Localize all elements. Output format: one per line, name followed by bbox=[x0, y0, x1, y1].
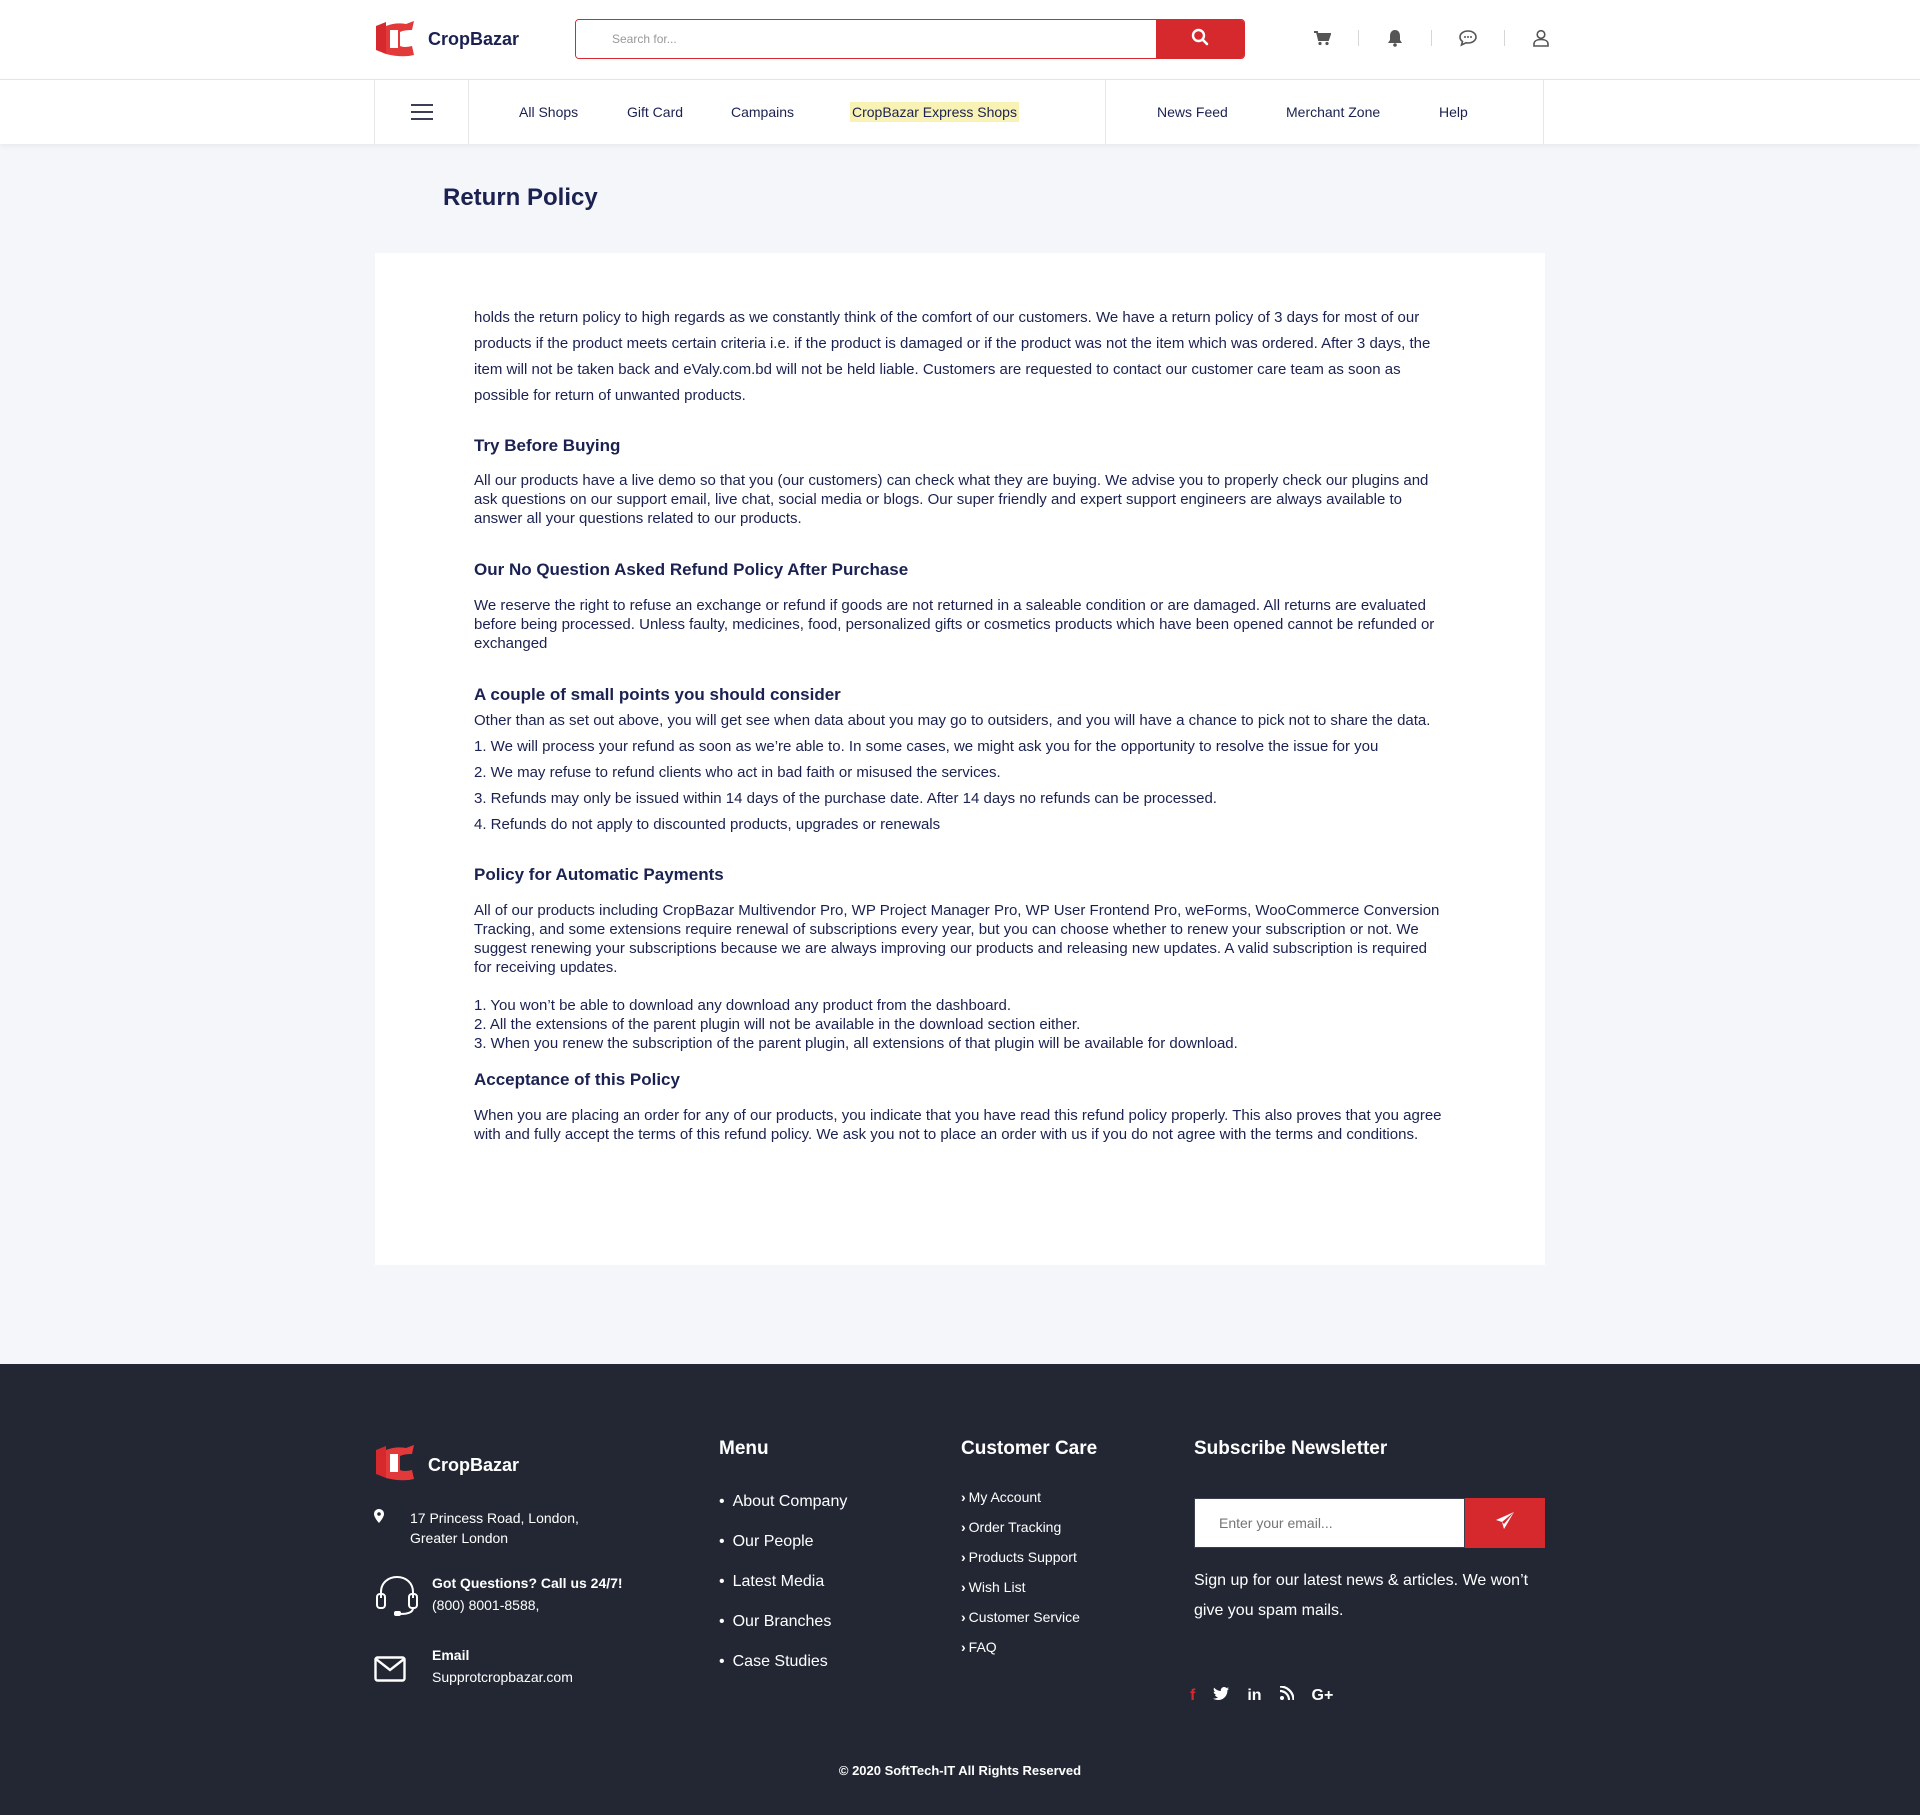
brand-logo-icon bbox=[374, 20, 416, 58]
customer-care-list bbox=[961, 1482, 1080, 1662]
list-item: 1. You won’t be able to download any download any product from the dashboard. bbox=[474, 997, 1012, 1014]
care-link[interactable]: › My Account bbox=[961, 1482, 1080, 1512]
nav-link-help[interactable]: Help bbox=[1439, 104, 1468, 120]
nav-link-express-shops-label: CropBazar Express Shops bbox=[852, 104, 1017, 120]
footer-menu bbox=[719, 1482, 847, 1682]
nav-link-merchant-zone[interactable]: Merchant Zone bbox=[1286, 104, 1381, 120]
top-header bbox=[0, 0, 1920, 80]
header-actions bbox=[1310, 26, 1553, 50]
policy-content bbox=[474, 305, 1444, 1144]
email-title: Email bbox=[432, 1647, 470, 1663]
nav-link-campains[interactable]: Campains bbox=[731, 104, 795, 120]
payments-list bbox=[474, 996, 1444, 1053]
list-item: 2. We may refuse to refund clients who act in bad faith or misused the services. bbox=[474, 764, 1001, 781]
hamburger-icon[interactable] bbox=[375, 80, 469, 144]
linkedin-icon[interactable]: in bbox=[1247, 1686, 1262, 1704]
main-navigation bbox=[0, 80, 1920, 144]
nav-divider bbox=[1105, 80, 1106, 144]
nav-link-express-shops[interactable] bbox=[850, 80, 1019, 144]
footer-menu-item[interactable]: • Our People bbox=[719, 1522, 847, 1562]
bell-icon[interactable] bbox=[1383, 26, 1407, 50]
list-item: 3. When you renew the subscription of the parent plugin, all extensions of that plugin will be available for download. bbox=[474, 1035, 1238, 1052]
newsletter-title: Subscribe Newsletter bbox=[1194, 1438, 1388, 1459]
social-links bbox=[1190, 1686, 1333, 1705]
cart-icon[interactable] bbox=[1310, 26, 1334, 50]
section-heading: Acceptance of this Policy bbox=[474, 1070, 680, 1089]
nav-link-news-feed[interactable]: News Feed bbox=[1157, 104, 1228, 120]
list-item: 1. We will process your refund as soon as we’re able to. In some cases, we might ask you for the opportunity to resolve the issue for you bbox=[474, 738, 1379, 755]
nav-link-all-shops[interactable]: All Shops bbox=[519, 104, 579, 120]
section-heading: Try Before Buying bbox=[474, 436, 621, 455]
care-link[interactable]: › Products Support bbox=[961, 1542, 1080, 1572]
care-link[interactable]: › Wish List bbox=[961, 1572, 1080, 1602]
footer-menu-item[interactable]: • Case Studies bbox=[719, 1642, 847, 1682]
phone-number[interactable]: (800) 8001-8588, bbox=[432, 1597, 540, 1613]
list-item: 2. All the extensions of the parent plugin will not be available in the download section either. bbox=[474, 1016, 1081, 1033]
footer-menu-item[interactable]: • About Company bbox=[719, 1482, 847, 1522]
paper-plane-icon bbox=[1495, 1511, 1515, 1536]
search-input[interactable] bbox=[576, 20, 1156, 58]
headset-icon bbox=[374, 1572, 420, 1623]
address-line: 17 Princess Road, London, bbox=[410, 1510, 579, 1526]
section-heading: Policy for Automatic Payments bbox=[474, 865, 724, 884]
section-text: All of our products including CropBazar Multivendor Pro, WP Project Manager Pro, WP User Frontend Pro, weForms, WooCommerce Conversion Tracking, and some extensions require renewal of subscriptions every year, but you can choose whether to renew your subscription or not. We suggest renewing your subscriptions because we are always improving our products and releasing new updates. A valid subscription is required for receiving updates. bbox=[474, 902, 1440, 976]
search-bar bbox=[575, 19, 1245, 59]
search-icon bbox=[1191, 28, 1209, 51]
mail-icon bbox=[374, 1644, 420, 1688]
list-item: 3. Refunds may only be issued within 14 days of the purchase date. After 14 days no refunds can be processed. bbox=[474, 790, 1217, 807]
footer bbox=[0, 1364, 1920, 1815]
section-text: When you are placing an order for any of our products, you indicate that you have read this refund policy properly. This also proves that you agree with and fully accept the terms of this refund policy. We ask you not to place an order with us if you do not agree with the terms and conditions. bbox=[474, 1107, 1442, 1143]
divider bbox=[1431, 30, 1432, 46]
list-item: 4. Refunds do not apply to discounted products, upgrades or renewals bbox=[474, 816, 941, 833]
care-link[interactable]: › FAQ bbox=[961, 1632, 1080, 1662]
twitter-icon[interactable] bbox=[1213, 1687, 1229, 1705]
facebook-icon[interactable]: f bbox=[1190, 1686, 1196, 1704]
email-address[interactable]: Supprotcropbazar.com bbox=[432, 1669, 573, 1685]
brand-name: CropBazar bbox=[428, 28, 520, 49]
section-text: We reserve the right to refuse an exchange or refund if goods are not returned in a saleable condition or are damaged. All returns are evaluated before being processed. Unless faulty, medicines, food, personalized gifts or cosmetics products which have been opened cannot be refunded or exchanged bbox=[474, 597, 1435, 652]
divider bbox=[1358, 30, 1359, 46]
nav-container bbox=[374, 80, 1544, 144]
policy-card bbox=[375, 253, 1545, 1265]
section-text: All our products have a live demo so that you (our customers) can check what they are buying. We advise you to properly check our plugins and ask questions on our support email, live chat, social media or blogs. Our super friendly and expert support engineers are always available to answer all your questions related to our products. bbox=[474, 472, 1429, 527]
section-heading: A couple of small points you should consider bbox=[474, 685, 841, 704]
newsletter-text: Sign up for our latest news & articles. We won’t give you spam mails. bbox=[1194, 1572, 1529, 1619]
footer-brand-name: CropBazar bbox=[428, 1455, 520, 1475]
nav-link-gift-card[interactable]: Gift Card bbox=[627, 104, 684, 120]
phone-title: Got Questions? Call us 24/7! bbox=[432, 1575, 623, 1591]
search-button[interactable] bbox=[1156, 20, 1244, 58]
address-line: Greater London bbox=[410, 1530, 509, 1546]
newsletter-submit-button[interactable] bbox=[1465, 1498, 1545, 1548]
footer-menu-item[interactable]: • Our Branches bbox=[719, 1602, 847, 1642]
footer-address bbox=[374, 1508, 579, 1548]
section-heading: Our No Question Asked Refund Policy After Purchase bbox=[474, 560, 909, 579]
page-title: Return Policy bbox=[443, 184, 598, 211]
map-pin-icon bbox=[374, 1508, 384, 1548]
copyright-text: © 2020 SoftTech-IT All Rights Reserved bbox=[838, 1763, 1082, 1778]
customer-care-title: Customer Care bbox=[961, 1438, 1098, 1459]
newsletter-form bbox=[1194, 1498, 1545, 1548]
user-icon[interactable] bbox=[1529, 26, 1553, 50]
points-list bbox=[474, 734, 1444, 838]
google-plus-icon[interactable]: G+ bbox=[1311, 1686, 1334, 1704]
footer-logo[interactable] bbox=[374, 1444, 519, 1487]
menu-title: Menu bbox=[719, 1438, 769, 1459]
care-link[interactable]: › Customer Service bbox=[961, 1602, 1080, 1632]
footer-email bbox=[374, 1644, 573, 1688]
brand-logo[interactable] bbox=[374, 20, 519, 58]
brand-logo-icon bbox=[374, 1444, 416, 1487]
care-link[interactable]: › Order Tracking bbox=[961, 1512, 1080, 1542]
section-text: Other than as set out above, you will get see when data about you may go to outsiders, and you will have a chance to pick not to share the data. bbox=[474, 712, 1431, 729]
rss-icon[interactable] bbox=[1280, 1686, 1294, 1705]
footer-menu-item[interactable]: • Latest Media bbox=[719, 1562, 847, 1602]
footer-phone bbox=[374, 1572, 623, 1623]
divider bbox=[1504, 30, 1505, 46]
chat-icon[interactable] bbox=[1456, 26, 1480, 50]
intro-text: holds the return policy to high regards as we constantly think of the comfort of our customers. We have a return policy of 3 days for most of our products if the product meets certain criteria i.e. if the product is damaged or if the product was not the item which was ordered. After 3 days, the item will not be taken back and eValy.com.bd will not be held liable. Customers are requested to contact our customer care team as soon as possible for return of unwanted products. bbox=[474, 309, 1431, 404]
newsletter-email-input[interactable] bbox=[1194, 1498, 1465, 1548]
